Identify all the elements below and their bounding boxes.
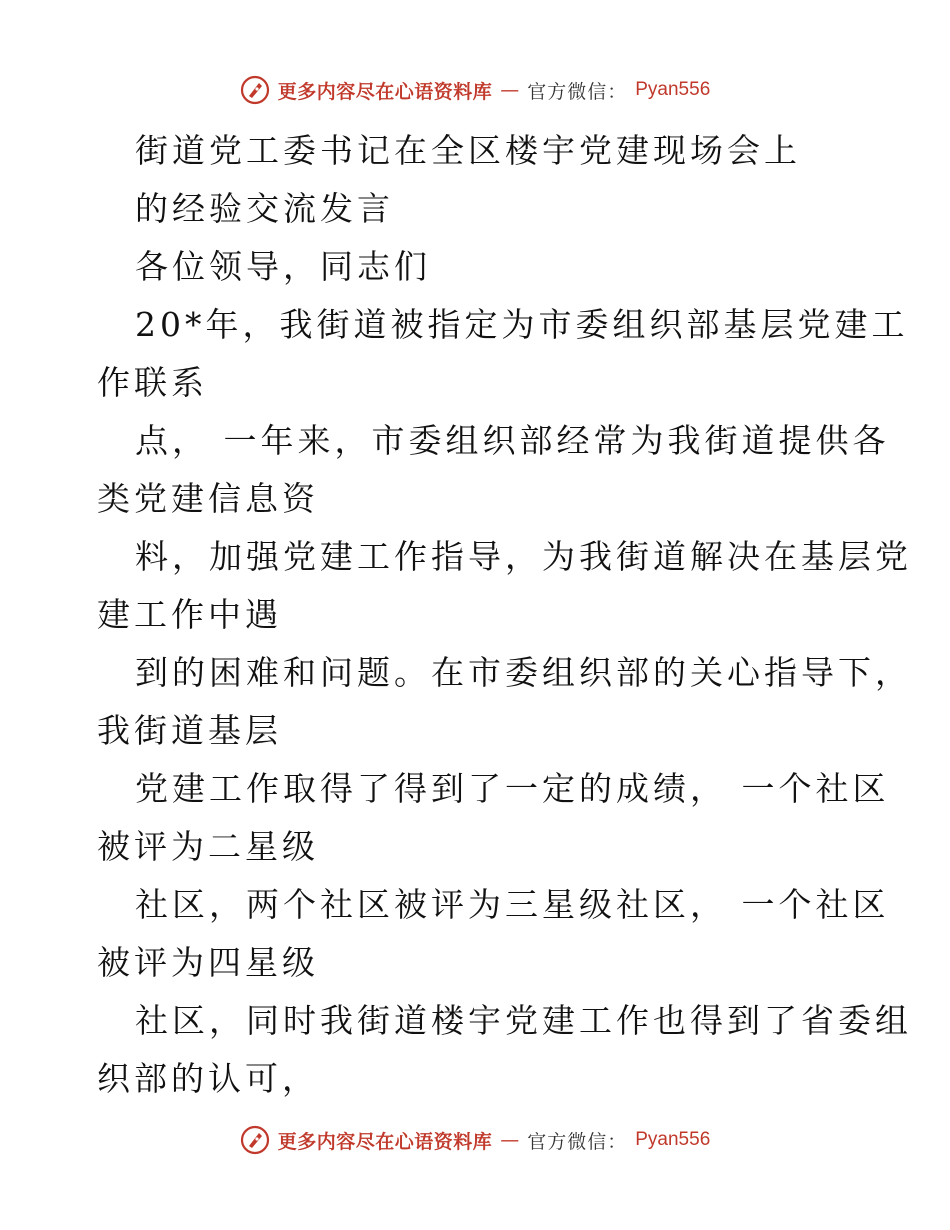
document-line: 社区，同时我街道楼宇党建工作也得到了省委组	[135, 1001, 912, 1040]
document-line: 街道党工委书记在全区楼宇党建现场会上	[135, 131, 801, 170]
banner-account-label: 官方微信：	[527, 80, 628, 103]
document-line: 作联系	[97, 363, 208, 402]
footer-banner	[0, 1120, 950, 1160]
banner-brand: 更多内容尽在心语资料库	[277, 1130, 493, 1153]
document-line: 我街道基层	[97, 711, 282, 750]
document-line: 社区，两个社区被评为三星级社区， 一个社区	[135, 885, 890, 924]
document-line: 党建工作取得了得到了一定的成绩， 一个社区	[135, 769, 890, 808]
document-line: 被评为二星级	[97, 827, 319, 866]
banner-dash: —	[500, 1129, 520, 1151]
document-line: 到的困难和问题。在市委组织部的关心指导下，	[135, 653, 912, 692]
document-line: 料，加强党建工作指导，为我街道解决在基层党	[135, 537, 912, 576]
banner-account-label: 官方微信：	[527, 1130, 628, 1153]
banner-wechat-id: Pyan556	[635, 79, 711, 100]
document-line: 点， 一年来，市委组织部经常为我街道提供各	[135, 421, 890, 460]
document-line: 建工作中遇	[97, 595, 282, 634]
document-line: 的经验交流发言	[135, 189, 394, 228]
pen-nib-logo-icon	[240, 1125, 270, 1155]
banner-dash: —	[500, 79, 520, 101]
document-body	[97, 122, 912, 1108]
banner-wechat-id: Pyan556	[635, 1129, 711, 1150]
document-line: 各位领导，同志们	[135, 247, 431, 286]
pen-nib-logo-icon	[240, 75, 270, 105]
banner-brand: 更多内容尽在心语资料库	[277, 80, 493, 103]
document-line: 被评为四星级	[97, 943, 319, 982]
header-banner	[0, 70, 950, 110]
document-line: 类党建信息资	[97, 479, 319, 518]
document-line: 织部的认可，	[97, 1059, 319, 1098]
document-line: 20*年，我街道被指定为市委组织部基层党建工	[135, 305, 909, 344]
